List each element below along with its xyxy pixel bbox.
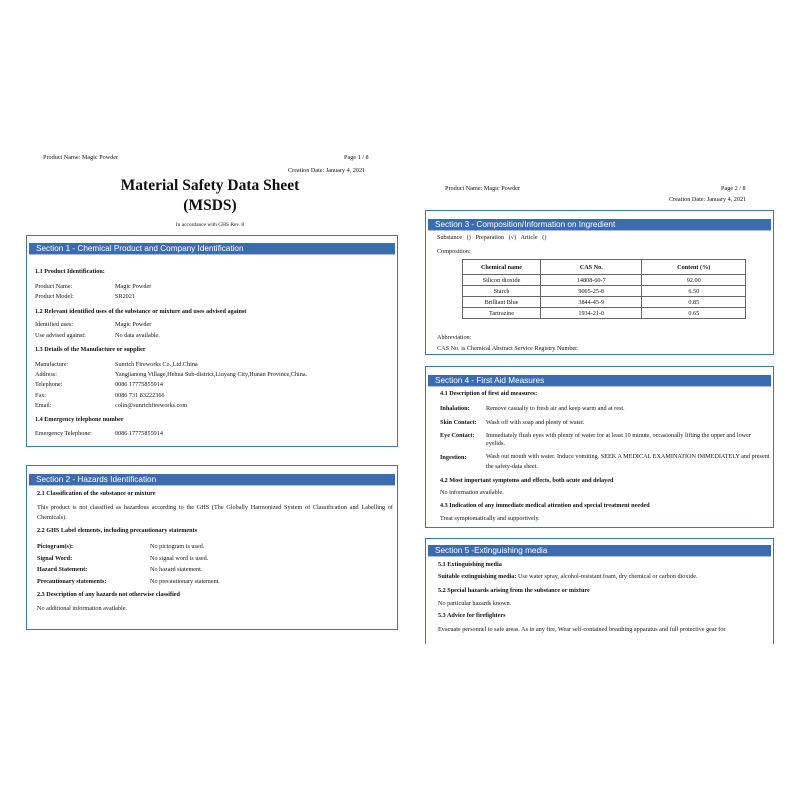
address-label: Address: <box>35 371 57 378</box>
abbreviation-text: CAS No. is Chemical Abstract Service Registry Number. <box>437 345 579 352</box>
s2-1-heading: 2.1 Classification of the substance or mixture <box>37 490 156 497</box>
s1-1-heading: 1.1 Product Identification: <box>35 268 105 275</box>
product-name-label: Product Name: <box>35 283 73 290</box>
hazard-statement-value: No hazard statement. <box>150 566 203 573</box>
fax-label: Fax: <box>35 392 47 399</box>
abbreviation-label: Abbreviation: <box>437 334 472 341</box>
table-header-row <box>463 260 746 275</box>
section-4-header: Section 4 - First Aid Measures <box>428 375 771 387</box>
suitable-media-text: Use water spray, alcohol-resistant foam, dry chemical or carbon dioxide. <box>517 573 698 580</box>
table-row <box>463 297 746 308</box>
section-3-header: Section 3 - Composition/Information on Ingredient <box>428 219 771 231</box>
page1-product-name: Product Name: Magic Powder <box>43 154 119 161</box>
cell-chemical: Tartrazine <box>463 308 541 319</box>
inhalation-label: Inhalation: <box>440 405 470 412</box>
emergency-label: Emergency Telephone: <box>35 430 92 437</box>
product-model-value: SR2021 <box>115 293 135 300</box>
cell-cas: 14808-60-7 <box>541 275 642 286</box>
cell-cas: 9005-25-8 <box>541 286 642 297</box>
s4-3-heading: 4.3 Indication of any immediate medical attention and special treatment needed <box>440 502 650 509</box>
ingestion-label: Ingestion: <box>440 454 467 461</box>
skin-contact-label: Skin Contact: <box>440 419 477 426</box>
s5-2-text: No particular hazards known. <box>438 600 512 607</box>
page1-creation-date: Creation Date: January 4, 2021 <box>288 167 366 174</box>
col-header-chemical: Chemical name <box>463 260 541 275</box>
substance-line: Substance () Preparation (√) Article () <box>437 234 547 241</box>
s2-3-heading: 2.3 Description of any hazards not otherwise classified <box>37 591 180 598</box>
s4-3-text: Treat symptomatically and supportively. <box>440 515 540 522</box>
manufacture-value: Sunrich Fireworks Co.,Ltd.China <box>115 361 198 368</box>
page2-product-name: Product Name: Magic Powder <box>445 185 521 192</box>
cell-chemical: Silicon dioxide <box>463 275 541 286</box>
page2-page-number: Page 2 / 8 <box>721 185 746 192</box>
use-advised-value: No data available. <box>115 332 160 339</box>
page2-creation-date: Creation Date: January 4, 2021 <box>669 196 747 203</box>
suitable-media-line <box>438 573 698 581</box>
ingestion-text: Wash out mouth with water. Induce vomiting. SEEK A MEDICAL EXAMINATION IMMEDIATELY and present the safety-data sheet. <box>486 453 770 470</box>
table-row <box>463 286 746 297</box>
fax-value: 0086 731 83222366 <box>115 392 165 399</box>
product-model-label: Product Model: <box>35 293 74 300</box>
col-header-cas: CAS No. <box>541 260 642 275</box>
cell-content: 0.65 <box>642 308 746 319</box>
cell-content: 92.00 <box>642 275 746 286</box>
pictogram-label: Pictogram(s): <box>37 543 74 550</box>
s1-3-heading: 1.3 Details of the Manufacture or supplier <box>35 346 146 353</box>
telephone-label: Telephone: <box>35 381 63 388</box>
signal-word-label: Signal Word: <box>37 555 73 562</box>
composition-label: Composition: <box>437 248 471 255</box>
telephone-value: 0086 17775855914 <box>115 381 163 388</box>
eye-contact-label: Eye Contact: <box>440 432 475 439</box>
identified-uses-value: Magic Powder <box>115 321 152 328</box>
cell-cas: 1934-21-0 <box>541 308 642 319</box>
pictogram-value: No pictogram is used. <box>150 543 205 550</box>
s1-2-heading: 1.2 Relevant identified uses of the substance or mixture and uses advised against <box>35 308 247 315</box>
cell-cas: 3844-45-9 <box>541 297 642 308</box>
inhalation-text: Remove casualty to fresh air and keep warm and at rest. <box>486 405 625 412</box>
document-title: Material Safety Data Sheet <box>120 177 300 194</box>
s2-3-text: No additional information available. <box>37 605 128 612</box>
precautionary-value: No precautionary statement. <box>150 578 220 585</box>
emergency-value: 0086 17775855914 <box>115 430 163 437</box>
s4-2-heading: 4.2 Most important symptoms and effects, both acute and delayed <box>440 477 614 484</box>
cell-content: 6.50 <box>642 286 746 297</box>
suitable-media-label: Suitable extinguishing media: <box>438 573 517 580</box>
ghs-note: In accordance with GHS Rev. 8 <box>175 222 245 228</box>
page1-page-number: Page 1 / 8 <box>344 154 369 161</box>
eye-contact-text: Immediately flush eyes with plenty of water for at least 10 minute, occasionally lifting the upper and lower eyelids. <box>486 432 751 447</box>
identified-uses-label: Identified uses: <box>35 321 73 328</box>
email-value[interactable]: colin@sunrichfireworks.com <box>115 402 188 409</box>
skin-contact-text: Wash off with soap and plenty of water. <box>486 419 585 426</box>
section-5-header: Section 5 -Extinguishing media <box>428 545 771 557</box>
s5-3-heading: 5.3 Advice for firefighters <box>438 612 506 619</box>
email-label: Email: <box>35 402 52 409</box>
precautionary-label: Precautionary statements: <box>37 578 107 585</box>
s2-1-text: This product is not classified as hazardous according to the GHS (The Globally Harmonized System of Classification and Labelling of Chemicals). <box>37 504 393 521</box>
s4-1-heading: 4.1 Description of first aid measures: <box>440 390 538 397</box>
s4-2-text: No information available. <box>440 489 504 496</box>
address-value: Yangjianong Village,Hehua Sub-district,Liuyang City,Hunan Province,China. <box>115 371 308 378</box>
s1-4-heading: 1.4 Emergency telephone number <box>35 416 124 423</box>
composition-table <box>462 259 746 319</box>
cell-chemical: Brilliant Blue <box>463 297 541 308</box>
section-1-header: Section 1 - Chemical Product and Company Identification <box>29 243 395 255</box>
cell-chemical: Starch <box>463 286 541 297</box>
table-row <box>463 275 746 286</box>
table-row <box>463 308 746 319</box>
product-name-value: Magic Powder <box>115 283 152 290</box>
section-2-header: Section 2 - Hazards Identification <box>29 474 395 486</box>
cell-content: 0.85 <box>642 297 746 308</box>
manufacture-label: Manufacture: <box>35 361 69 368</box>
s5-2-heading: 5.2 Special hazards arising from the substance or mixture <box>438 587 590 594</box>
hazard-statement-label: Hazard Statement: <box>37 566 88 573</box>
signal-word-value: No signal word is used. <box>150 555 209 562</box>
document-subtitle: (MSDS) <box>183 197 237 214</box>
s5-1-heading: 5.1 Extinguishing media <box>438 561 502 568</box>
col-header-content: Content (%) <box>642 260 746 275</box>
s2-2-heading: 2.2 GHS Label elements, including precautionary statements <box>37 527 198 534</box>
s5-3-text: Evacuate personnel to safe areas. As in any fire, Wear self-contained breathing apparatus and full protective gear for <box>438 626 726 633</box>
use-advised-label: Use advised against: <box>35 332 86 339</box>
